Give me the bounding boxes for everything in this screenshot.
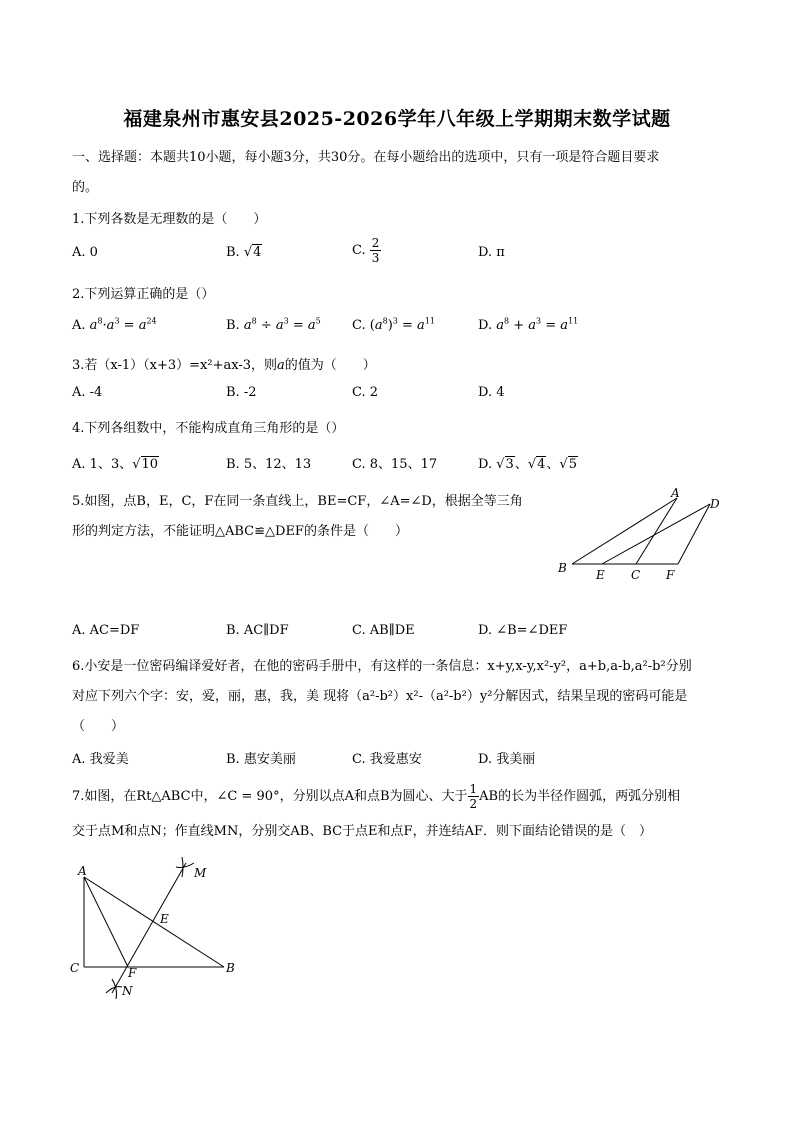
q3-option-b: B. -2 <box>226 385 257 400</box>
q6-stem-line1: 6.小安是一位密码编译爱好者，在他的密码手册中，有这样的一条信息：x+y,x-y,x²-y²，a+b,a-b,a²-b²分别 <box>72 659 692 674</box>
q5-label-b: B <box>558 561 567 575</box>
q7-figure <box>66 855 246 1005</box>
q4-a-label: A. <box>72 457 86 472</box>
q5-option-c: C. AB∥DE <box>352 623 415 638</box>
q2-a-label: A. <box>72 318 86 333</box>
q5-figure <box>550 486 730 586</box>
q3-stem-post: 的值为（ ） <box>284 358 376 373</box>
fraction <box>370 236 382 265</box>
q5-label-e: E <box>596 568 605 582</box>
q4-b-text: 5、12、13 <box>243 457 312 472</box>
q4-option-c <box>352 453 437 472</box>
q1-option-b-label: B. <box>226 245 240 260</box>
q7-label-f: F <box>128 966 137 980</box>
q7-line-mn <box>112 863 186 993</box>
q7-label-a: A <box>78 864 87 878</box>
q4-c-text: 8、15、17 <box>369 457 438 472</box>
q1-option-c-label: C. <box>352 243 366 258</box>
q3-stem-mid: x-1）（x+3）=x²+ax-3，则 <box>110 358 278 373</box>
q5-label-c: C <box>631 568 641 582</box>
q7-frac-numerator: 1 <box>469 782 478 796</box>
q4-option-d: D. √3、√4、√5 <box>478 457 577 472</box>
q5-label-f: F <box>666 568 675 582</box>
q6-stem-line2: 对应下列六个字：安，爱，丽，惠，我，美 现将（a²-b²）x²-（a²-b²）y²分解因式，结果呈现的密码可能是 <box>72 689 688 704</box>
q4-option-b <box>226 453 311 472</box>
q5-stem-line1: 5.如图，点B，E，C，F在同一条直线上，BE=CF，∠A=∠D，根据全等三角 <box>72 494 523 509</box>
q2-d-label: D. <box>478 318 493 333</box>
q4-a-text: 1、3、 <box>89 457 133 472</box>
q5-option-d: D. ∠B=∠DEF <box>478 623 568 638</box>
q3-option-c: C. 2 <box>352 385 379 400</box>
q2-option-a: A. $a^8\cdot a^3 = a^{24}$ <box>72 316 157 333</box>
q2-option-d: D. $a^8 + a^3 = a^{11}$ <box>478 316 579 333</box>
q5-label-a: A <box>671 486 680 500</box>
sqrt-symbol: √10 <box>132 457 159 472</box>
section-instructions-line2: 的。 <box>72 180 99 195</box>
q2-b-label: B. <box>226 318 240 333</box>
q7-stem-line1 <box>72 782 680 811</box>
q2-c-label: C. <box>352 318 366 333</box>
sqrt-symbol: √4 <box>243 245 262 260</box>
q3-option-a: A. -4 <box>72 385 103 400</box>
q2-option-c: C. $(a^8)^3 = a^{11}$ <box>352 316 435 333</box>
q6-option-b: B. 惠安美丽 <box>226 752 296 767</box>
q5-option-a: A. AC=DF <box>72 623 140 638</box>
q5-stem-line2: 形的判定方法，不能证明△ABC≌△DEF的条件是（ ） <box>72 524 408 539</box>
q1-stem: 1.下列各数是无理数的是（ ） <box>72 212 267 227</box>
q1-option-b <box>226 245 262 260</box>
q7-label-m: M <box>194 866 207 880</box>
q7-line1-post: AB的长为半径作圆弧，两弧分别相 <box>479 789 681 804</box>
q7-line-af <box>84 877 128 967</box>
q4-b-label: B. <box>226 457 240 472</box>
q3-stem <box>72 354 376 373</box>
q1-option-d: D. π <box>478 245 505 260</box>
q1-c-denominator: 3 <box>371 251 380 265</box>
q5-label-d: D <box>710 497 720 511</box>
q7-frac-denominator: 2 <box>469 797 478 811</box>
q7-label-c: C <box>70 961 80 975</box>
q2-option-b: B. $a^8 \div a^3 = a^5$ <box>226 316 321 333</box>
q4-a-radicand: 10 <box>141 457 159 472</box>
q1-option-a: A. 0 <box>72 245 98 260</box>
q1-c-numerator: 2 <box>371 236 380 250</box>
q4-option-a <box>72 453 159 472</box>
section-instructions-line1: 一、选择题：本题共10小题，每小题3分，共30分。在每小题给出的选项中，只有一项是符合题目要求 <box>72 150 660 165</box>
q7-line1-pre: 7.如图，在Rt△ABC中，∠C = 90°，分别以点A和点B为圆心、大于 <box>72 789 468 804</box>
q7-line-ab <box>84 877 224 967</box>
q3-stem-pre: 3.若（ <box>72 358 111 373</box>
q3-stem-var: a <box>277 358 285 373</box>
q6-option-c: C. 我爱惠安 <box>352 752 422 767</box>
q6-option-a: A. 我爱美 <box>72 752 129 767</box>
q7-label-e: E <box>160 912 169 926</box>
q6-option-d: D. 我美丽 <box>478 752 536 767</box>
q1-option-c <box>352 236 381 265</box>
q4-c-label: C. <box>352 457 366 472</box>
q7-stem-line2: 交于点M和点N；作直线MN，分别交AB、BC于点E和点F，并连结AF．则下面结论错误的是（ ） <box>72 824 652 839</box>
q4-d-label: D. <box>478 457 493 472</box>
page-title: 福建泉州市惠安县2025-2026学年八年级上学期期末数学试题 <box>123 108 671 130</box>
q3-option-d: D. 4 <box>478 385 505 400</box>
q7-label-n: N <box>122 984 133 998</box>
q5-line-ac <box>636 498 677 564</box>
q1-option-b-radicand: 4 <box>253 245 262 260</box>
fraction <box>468 782 480 811</box>
q2-stem: 2.下列运算正确的是（） <box>72 287 215 302</box>
q6-stem-line3: （ ） <box>72 719 125 734</box>
q4-stem: 4.下列各组数中，不能构成直角三角形的是（） <box>72 421 345 436</box>
q5-option-b: B. AC∥DF <box>226 623 289 638</box>
q7-label-b: B <box>226 961 235 975</box>
